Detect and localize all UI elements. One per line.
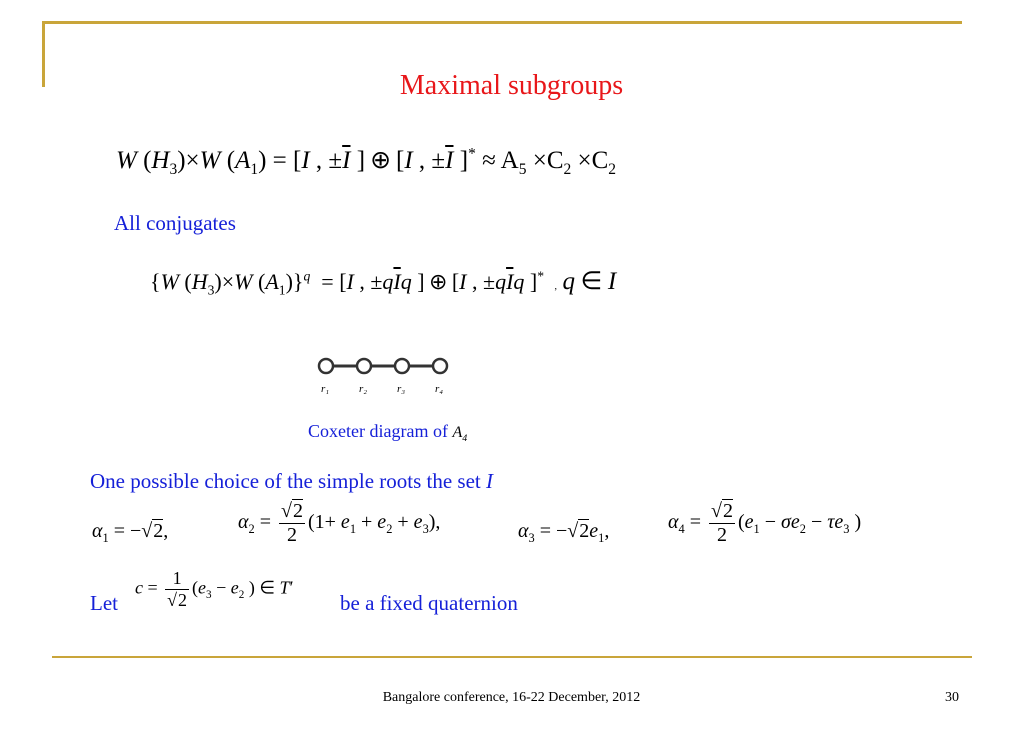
coxeter-caption-text: Coxeter diagram of bbox=[308, 421, 448, 441]
root-alpha-1: $\alpha_1 = -√2$, bbox=[92, 520, 169, 545]
all-conjugates-label: All conjugates bbox=[114, 211, 236, 235]
simple-roots-set-symbol: I bbox=[486, 469, 493, 493]
equation-product-group: W $(H_3)\times W$ $(A_1) = [I$ , $\pm\overline{I}$ ] ⊕ [I , $\pm\overline{I}$ ]$^* \approx A_5 \times C_2 \times C_2$ bbox=[116, 145, 617, 178]
root-alpha-4: $\alpha_4$ = $\frac{√2}{2}$ ($e_1 - \sigma e_2 - \tau e_3$ ) bbox=[668, 500, 862, 546]
fixed-quaternion-text: be a fixed quaternion bbox=[340, 591, 518, 615]
coxeter-caption bbox=[308, 421, 467, 444]
coxeter-label-4: r₄ bbox=[435, 383, 444, 395]
root-alpha-3: $\alpha_3 = -√2e_1$, bbox=[518, 520, 610, 545]
simple-roots-text: One possible choice of the simple roots the set bbox=[90, 469, 481, 493]
simple-roots-sentence bbox=[90, 469, 493, 494]
footer-text: Bangalore conference, 16-22 December, 2012 bbox=[382, 690, 641, 705]
coxeter-label-3: r₃ bbox=[397, 383, 406, 395]
coxeter-diagram bbox=[306, 352, 466, 402]
frame-top-line bbox=[44, 21, 962, 24]
coxeter-node-3 bbox=[395, 359, 409, 373]
coxeter-caption-symbol: $A_4$ bbox=[452, 424, 468, 445]
coxeter-node-2 bbox=[357, 359, 371, 373]
coxeter-label-1: r₁ bbox=[321, 383, 330, 395]
slide-title: Maximal subgroups bbox=[399, 70, 624, 101]
root-alpha-2: $\alpha_2$ = $\frac{√2}{2}$ $(1+ e_1 + e_2 + e_3)$, bbox=[238, 500, 441, 546]
coxeter-label-2: r₂ bbox=[359, 383, 368, 395]
equation-conjugates: {W $(H_3)\times W$ $(A_1)\}^q = [I$ , $\pm q\overline{I}q$ ] ⊕ [I , $\pm q\overline{I}q$ ]* , q ∈ I bbox=[150, 268, 617, 298]
fixed-quaternion-formula: c = $\frac{1}{√2}$ ($e_3 - e_2$ ) ∈ T′ bbox=[135, 568, 294, 610]
let-label: Let bbox=[90, 591, 118, 615]
coxeter-node-1 bbox=[319, 359, 333, 373]
frame-bottom-line bbox=[52, 656, 972, 658]
coxeter-node-4 bbox=[433, 359, 447, 373]
page-number: 30 bbox=[945, 690, 959, 705]
